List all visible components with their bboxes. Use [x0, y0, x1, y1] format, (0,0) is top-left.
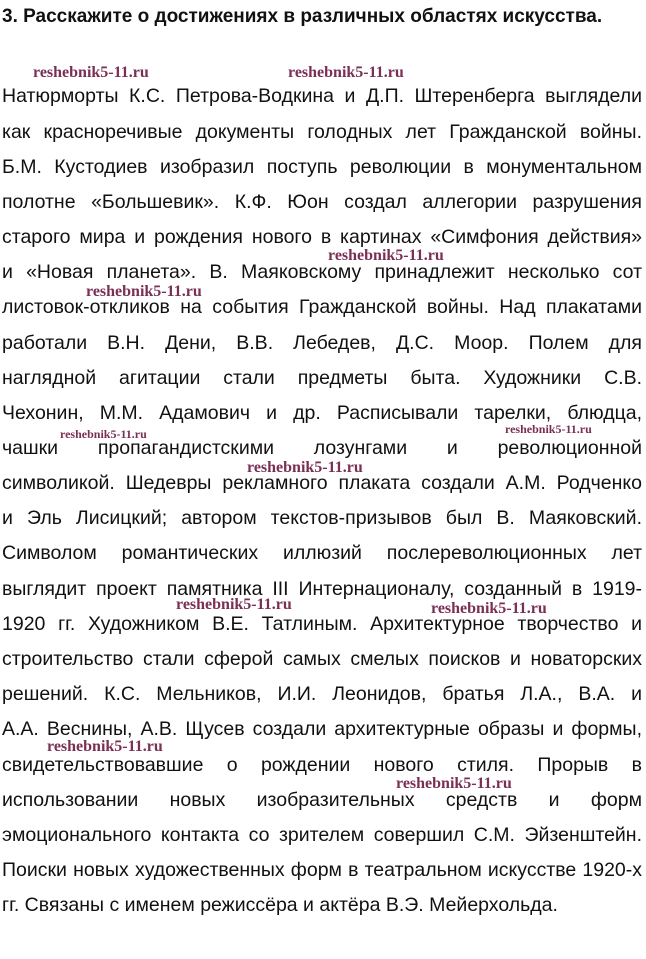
answer-line: Символом романтических иллюзий послереволюционных лет	[2, 542, 642, 564]
watermark: reshebnik5-11.ru	[505, 422, 592, 436]
answer-line: эмоционального контакта со зрителем совершил С.М. Эйзенштейн.	[2, 824, 642, 846]
watermark: reshebnik5-11.ru	[247, 459, 363, 476]
question-heading: 3. Расскажите о достижениях в различных областях искусства.	[2, 6, 603, 27]
answer-line: и «Новая планета». В. Маяковскому принадлежит несколько сот	[2, 261, 642, 283]
answer-line: свидетельствовавшие о рождении нового стиля. Прорыв в	[2, 754, 642, 776]
answer-line: листовок-откликов на события Гражданской войны. Над плакатами	[2, 296, 642, 318]
watermark: reshebnik5-11.ru	[396, 775, 512, 792]
watermark: reshebnik5-11.ru	[176, 596, 292, 613]
answer-line: как красноречивые документы голодных лет Гражданской войны.	[2, 121, 642, 143]
watermark: reshebnik5-11.ru	[328, 247, 444, 264]
watermark: reshebnik5-11.ru	[47, 738, 163, 755]
answer-line: использовании новых изобразительных средств и форм	[2, 789, 642, 811]
answer-line: и Эль Лисицкий; автором текстов-призывов был В. Маяковский.	[2, 507, 642, 529]
answer-line: гг. Связаны с именем режиссёра и актёра В.Э. Мейерхольда.	[2, 894, 558, 916]
answer-line: работали В.Н. Дени, В.В. Лебедев, Д.С. Моор. Полем для	[2, 332, 642, 354]
answer-line: А.А. Веснины, А.В. Щусев создали архитектурные образы и формы,	[2, 718, 642, 740]
answer-line: Поиски новых художественных форм в театральном искусстве 1920-х	[2, 859, 642, 881]
watermark: reshebnik5-11.ru	[288, 64, 404, 81]
answer-line: символикой. Шедевры рекламного плаката создали А.М. Родченко	[2, 472, 642, 494]
watermark: reshebnik5-11.ru	[33, 64, 149, 81]
watermark: reshebnik5-11.ru	[86, 283, 202, 300]
watermark: reshebnik5-11.ru	[60, 427, 147, 441]
answer-line: чашки пропагандистскими лозунгами и революционной	[2, 437, 642, 459]
answer-line: 1920 гг. Художником В.Е. Татлиным. Архитектурное творчество и	[2, 613, 642, 635]
watermark: reshebnik5-11.ru	[431, 600, 547, 617]
answer-line: решений. К.С. Мельников, И.И. Леонидов, братья Л.А., В.А. и	[2, 683, 642, 705]
answer-line: Натюрморты К.С. Петрова-Водкина и Д.П. Штеренберга выглядели	[2, 85, 642, 107]
answer-line: строительство стали сферой самых смелых поисков и новаторских	[2, 648, 642, 670]
answer-line: полотне «Большевик». К.Ф. Юон создал аллегории разрушения	[2, 191, 642, 213]
answer-line: наглядной агитации стали предметы быта. Художники С.В.	[2, 367, 642, 389]
answer-line: Б.М. Кустодиев изобразил поступь революции в монументальном	[2, 156, 642, 178]
answer-line: выглядит проект памятника III Интернационалу, созданный в 1919-	[2, 578, 642, 600]
answer-line: Чехонин, М.М. Адамович и др. Расписывали тарелки, блюдца,	[2, 402, 642, 424]
answer-line: старого мира и рождения нового в картинах «Симфония действия»	[2, 226, 642, 248]
